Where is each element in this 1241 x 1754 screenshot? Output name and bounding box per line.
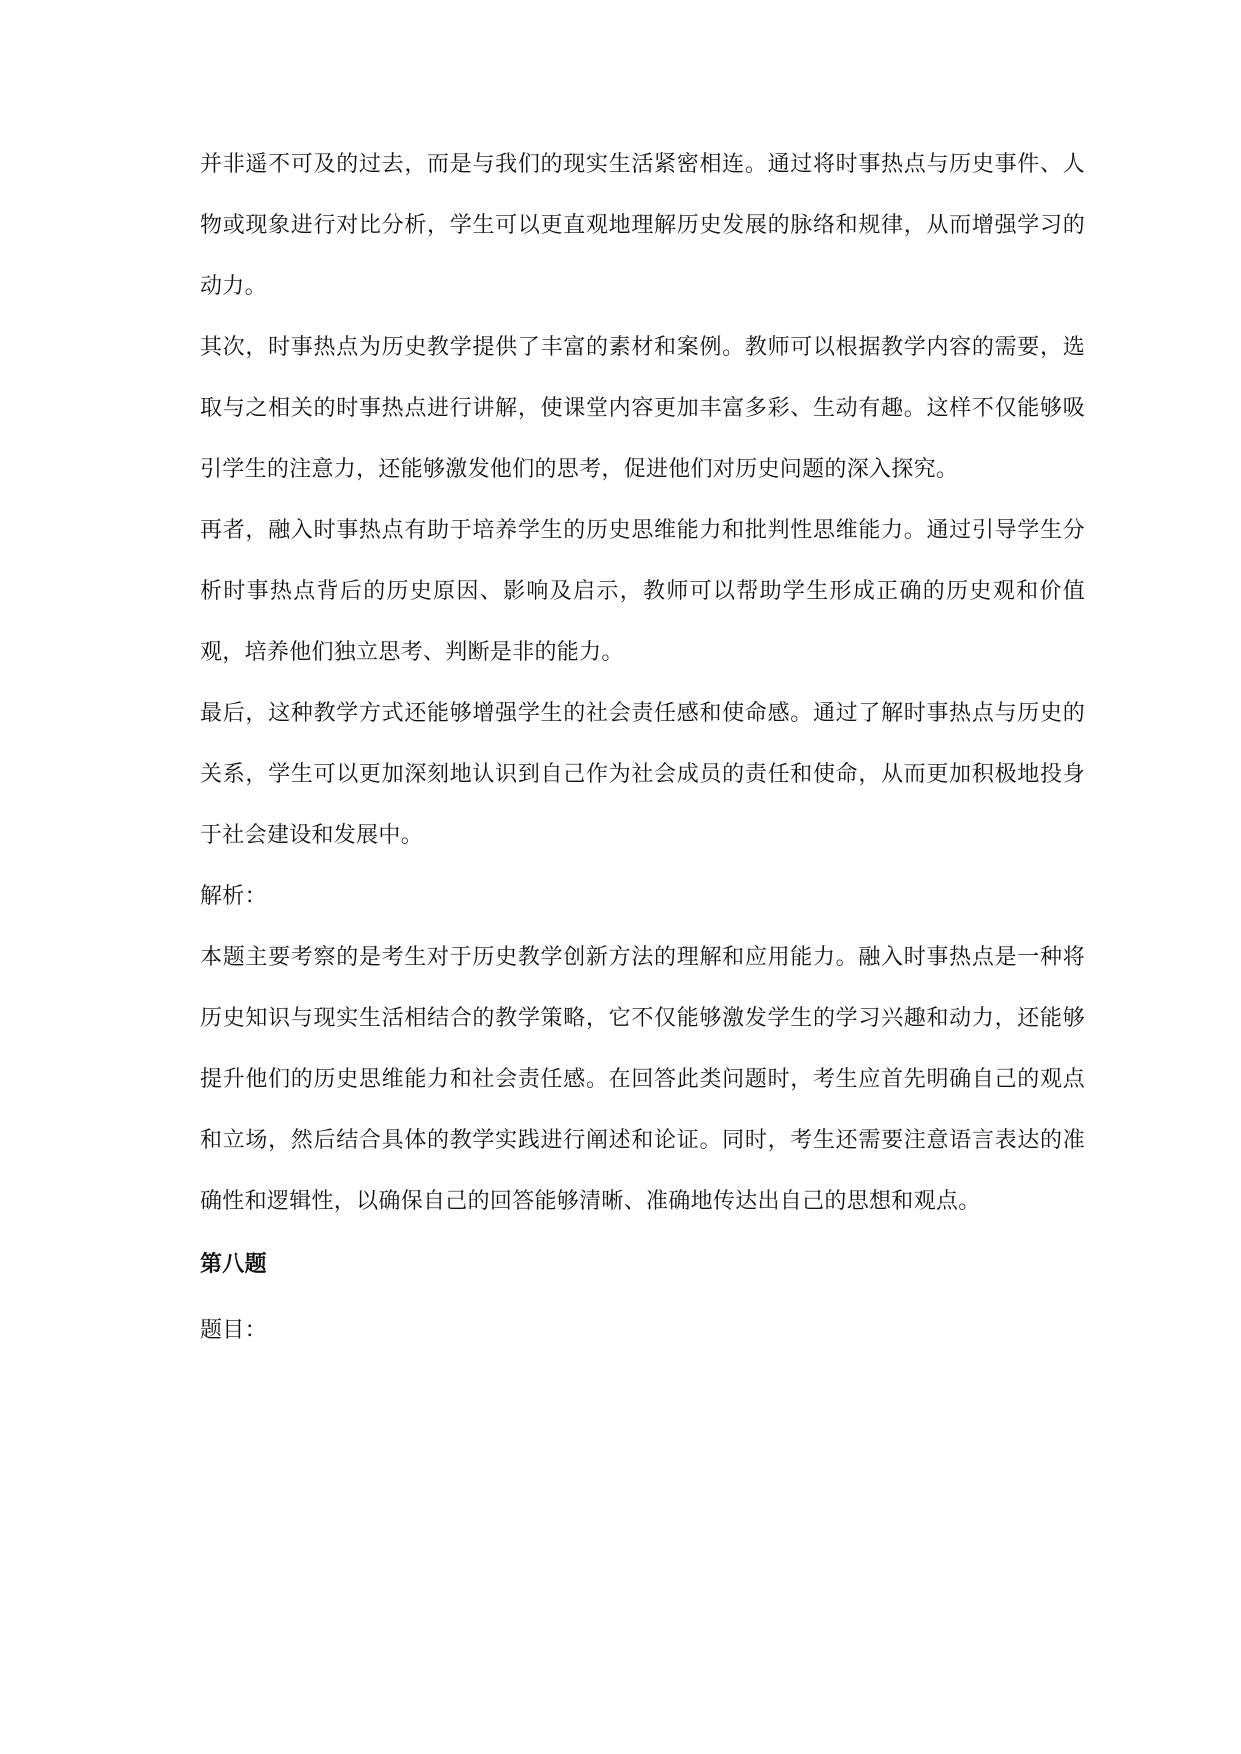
- paragraph-3: 再者，融入时事热点有助于培养学生的历史思维能力和批判性思维能力。通过引导学生分析时事热点背后的历史原因、影响及启示，教师可以帮助学生形成正确的历史观和价值观，培养他们独立思考、判断是非的能力。: [200, 518, 1085, 665]
- analysis-label: 解析：: [200, 884, 267, 909]
- paragraph-2: 其次，时事热点为历史教学提供了丰富的素材和案例。教师可以根据教学内容的需要，选取与之相关的时事热点进行讲解，使课堂内容更加丰富多彩、生动有趣。这样不仅能够吸引学生的注意力，还能够激发他们的思考，促进他们对历史问题的深入探究。: [200, 335, 1085, 482]
- paragraph-1: 并非遥不可及的过去，而是与我们的现实生活紧密相连。通过将时事热点与历史事件、人物或现象进行对比分析，学生可以更直观地理解历史发展的脉络和规律，从而增强学习的动力。: [200, 152, 1085, 299]
- question-label: 题目：: [200, 1318, 267, 1343]
- analysis-text: 本题主要考察的是考生对于历史教学创新方法的理解和应用能力。融入时事热点是一种将历史知识与现实生活相结合的教学策略，它不仅能够激发学生的学习兴趣和动力，还能够提升他们的历史思维能力和社会责任感。在回答此类问题时，考生应首先明确自己的观点和立场，然后结合具体的教学实践进行阐述和论证。同时，考生还需要注意语言表达的准确性和逻辑性，以确保自己的回答能够清晰、准确地传达出自己的思想和观点。: [200, 945, 1085, 1214]
- document-body: [200, 134, 1085, 1364]
- paragraph-4: 最后，这种教学方式还能够增强学生的社会责任感和使命感。通过了解时事热点与历史的关系，学生可以更加深刻地认识到自己作为社会成员的责任和使命，从而更加积极地投身于社会建设和发展中。: [200, 701, 1085, 848]
- section-heading: 第八题: [200, 1252, 267, 1277]
